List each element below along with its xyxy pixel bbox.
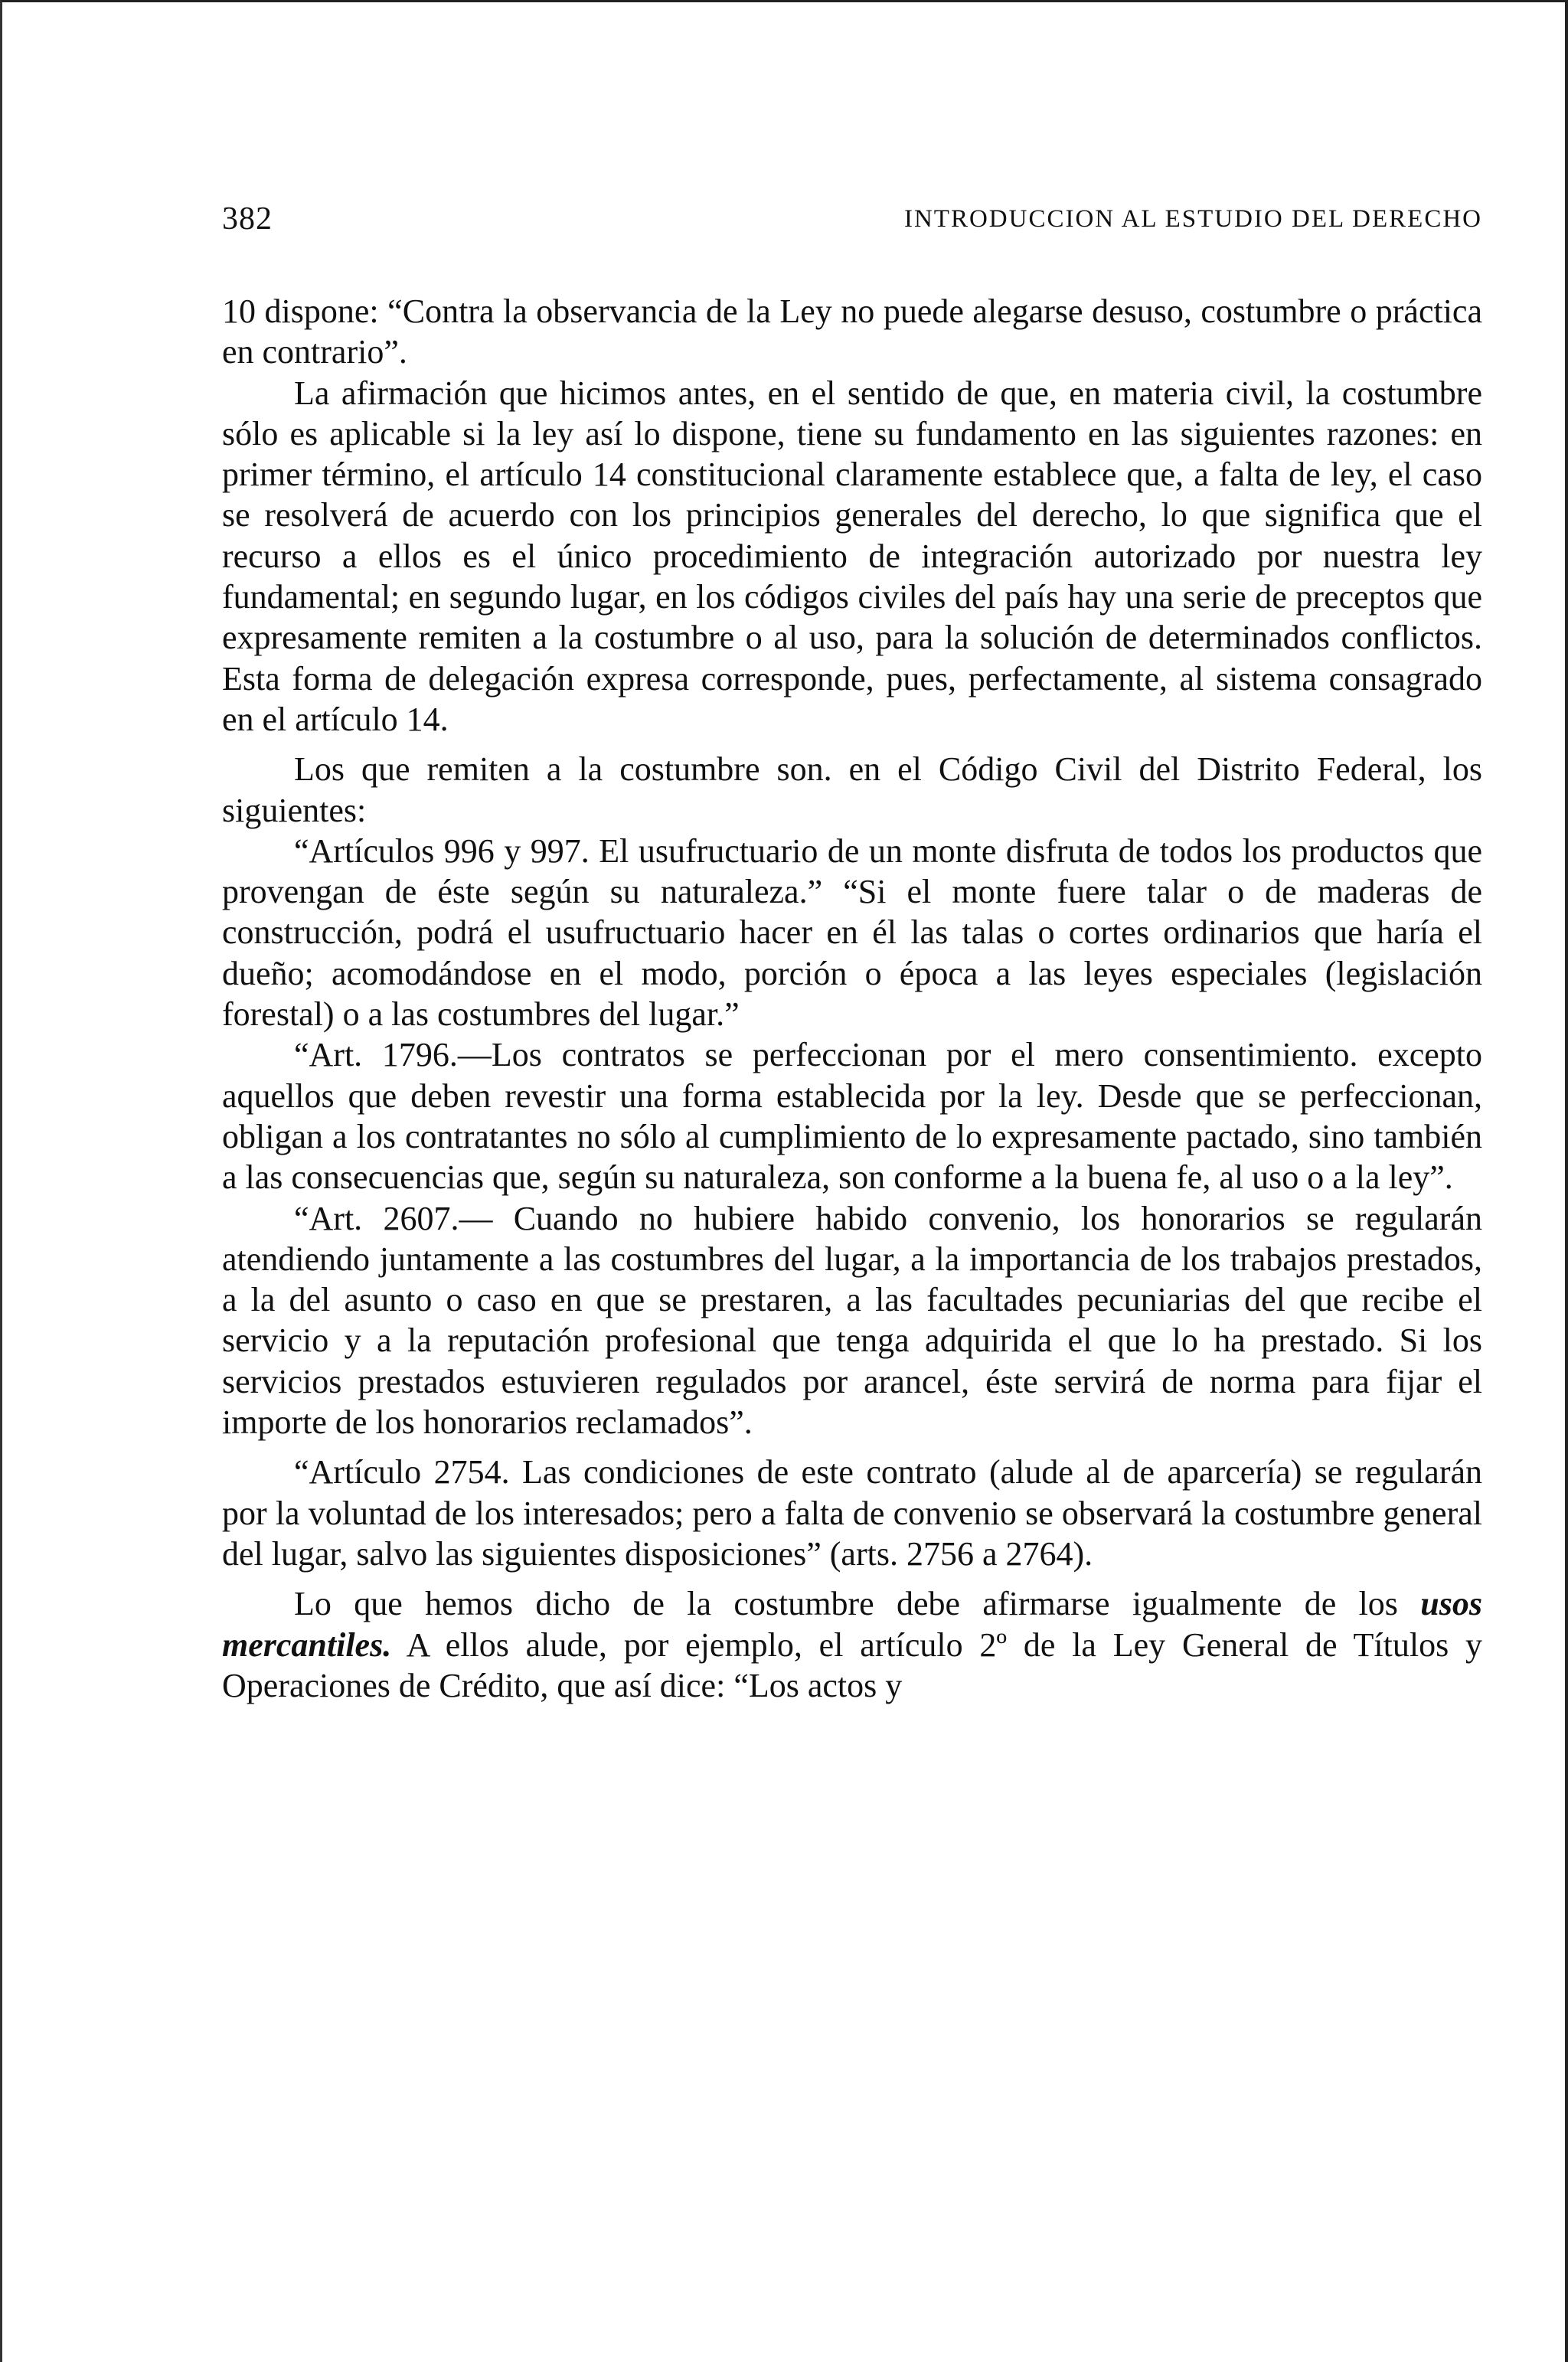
mercantile-text-end: A ellos alude, por ejemplo, el artículo 2º de la Ley General de Títulos y Operaciones de Crédito, que así dice: “Los actos y [222,1625,1482,1704]
paragraph-codes-intro: Los que remiten a la costumbre son. en el Código Civil del Distrito Federal, los siguientes: [222,750,1482,829]
running-header [222,201,1482,247]
paragraph-custom-rationale: La afirmación que hicimos antes, en el sentido de que, en materia civil, la costumbre sólo es aplicable si la ley así lo dispone, tiene su fundamento en las siguientes razones: en primer término, el artículo 14 constitucional claramente establece que, a falta de ley, el caso se resolverá de acuerdo con los principios generales del derecho, lo que significa que el recurso a ellos es el único procedimiento de integración autorizado por nuestra ley fundamental; en segundo lugar, en los códigos civiles del país hay una serie de preceptos que expresamente remiten a la costumbre o al uso, para la solución de determinados conflictos. Esta forma de delegación expresa corresponde, pues, perfectamente, al sistema consagrado en el artículo 14. [222,374,1482,738]
quote-article-2607: “Art. 2607.— Cuando no hubiere habido convenio, los honorarios se regularán atendiendo juntamente a las costumbres del lugar, a la importancia de los trabajos prestados, a la del asunto o caso en que se prestaren, a las facultades pecuniarias del que recibe el servicio y a la reputación profesional que tenga adquirida el que lo ha prestado. Si los servicios prestados estuvieren regulados por arancel, éste servirá de norma para fijar el importe de los honorarios reclamados”. [222,1199,1482,1442]
quote-articles-996-997: “Artículos 996 y 997. El usufructuario de un monte disfruta de todos los productos que provengan de éste según su naturaleza.” “Si el monte fuere talar o de maderas de construcción, podrá el usufructuario hacer en él las talas o cortes ordinarios que haría el dueño; acomodándose en el modo, porción o época a las leyes especiales (legislación forestal) o a las costumbres del lugar.” [222,831,1482,1034]
page-number: 382 [222,201,273,237]
paragraph-mercantile-usage [222,1583,1482,1706]
running-title: INTRODUCCION AL ESTUDIO DEL DERECHO [903,205,1482,233]
paragraph-continuation: 10 dispone: “Contra la observancia de la Ley no puede alegarse desuso, costumbre o práctica en contrario”. [222,292,1482,371]
quote-article-1796: “Art. 1796.—Los contratos se perfeccionan por el mero consentimiento. excepto aquellos que deben revestir una forma establecida por la ley. Desde que se perfeccionan, obligan a los contratantes no sólo al cumplimiento de lo expresamente pactado, sino también a las consecuencias que, según su naturaleza, son conforme a la buena fe, al uso o a la ley”. [222,1036,1482,1197]
quote-article-2754: “Artículo 2754. Las condiciones de este contrato (alude al de aparcería) se regularán por la voluntad de los interesados; pero a falta de convenio se observará la costumbre general del lugar, salvo las siguientes disposiciones” (arts. 2756 a 2764). [222,1453,1482,1573]
mercantile-text-start: Lo que hemos dicho de la costumbre debe afirmarse igualmente de los [294,1585,1421,1623]
emphasis-usos-mercantiles: usos mercantiles. [222,1585,1482,1664]
body-text [222,291,1482,1706]
